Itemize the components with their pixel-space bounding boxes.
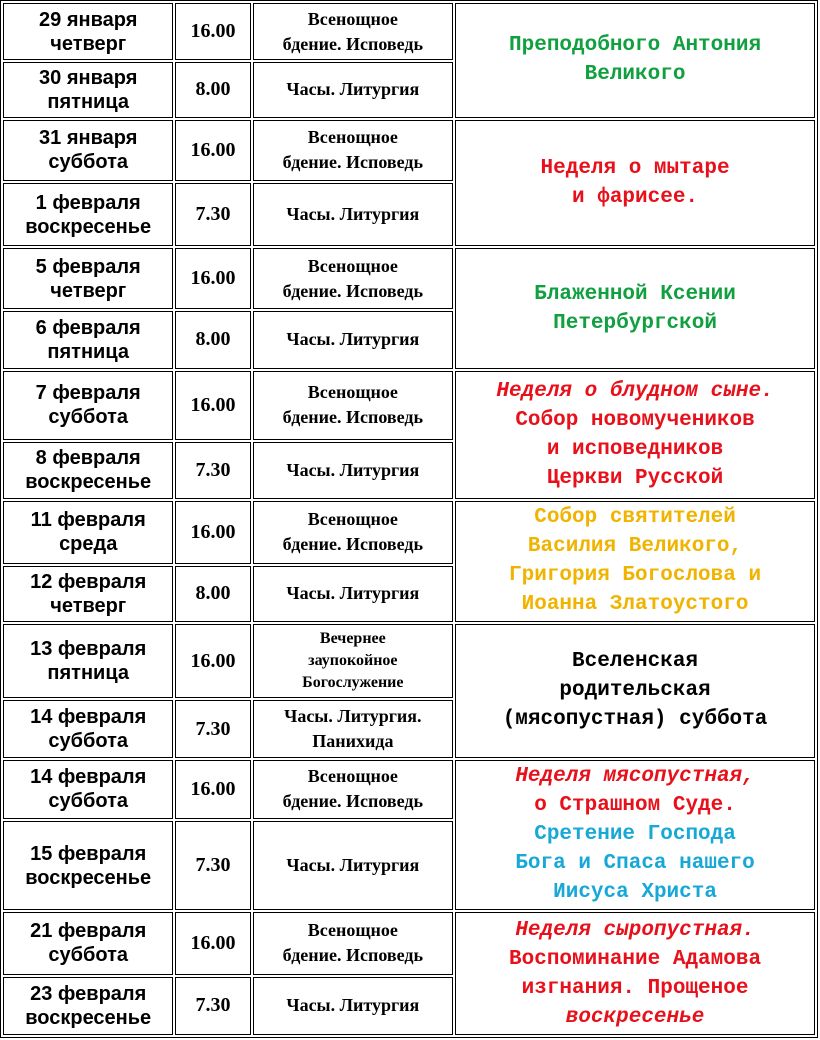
service-line: Всенощное xyxy=(307,509,398,530)
weekday-text: суббота xyxy=(48,406,128,429)
time-cell: 7.30 xyxy=(175,700,250,757)
feast-line: Петербургской xyxy=(553,311,717,335)
feast-line: и исповедников xyxy=(546,438,724,462)
weekday-text: пятница xyxy=(47,662,129,685)
feast-line: Иоанна Златоустого xyxy=(521,593,749,617)
feast-cell xyxy=(455,912,815,1035)
service-line: Всенощное xyxy=(307,382,398,403)
weekday-text: суббота xyxy=(48,944,128,967)
service-cell xyxy=(253,821,453,910)
schedule-row xyxy=(3,760,815,819)
time-cell: 7.30 xyxy=(175,442,250,499)
service-line: Богослужение xyxy=(302,674,404,692)
weekday-text: воскресенье xyxy=(25,866,152,889)
service-cell xyxy=(253,183,453,246)
feast-line: Неделя о мытаре xyxy=(540,157,730,180)
time-cell: 16.00 xyxy=(175,248,250,308)
service-cell xyxy=(253,62,453,117)
time-cell: 7.30 xyxy=(175,977,250,1035)
feast-line: Великого xyxy=(584,63,686,87)
service-line: Всенощное xyxy=(307,766,398,787)
time-cell: 16.00 xyxy=(175,120,250,181)
date-cell xyxy=(3,120,173,181)
date-cell xyxy=(3,442,173,499)
feast-line: Григория Богослова и xyxy=(509,564,762,588)
date-cell xyxy=(3,62,173,117)
weekday-text: воскресенье xyxy=(25,471,152,494)
feast-line: Неделя мясопустная, xyxy=(515,765,755,789)
feast-cell xyxy=(455,501,815,622)
service-line: бдение. Исповедь xyxy=(282,407,424,428)
service-line: заупокойное xyxy=(308,652,398,670)
feast-line: Неделя сыропустная. xyxy=(515,918,755,942)
service-line: Часы. Литургия xyxy=(286,329,420,350)
service-line: бдение. Исповедь xyxy=(282,791,424,812)
time-cell: 8.00 xyxy=(175,62,250,117)
service-line: бдение. Исповедь xyxy=(282,33,424,54)
weekday-text: суббота xyxy=(48,790,128,813)
feast-line: Неделя о блудном сыне. xyxy=(496,380,774,404)
date-cell xyxy=(3,624,173,699)
schedule-row xyxy=(3,371,815,440)
feast-line: Вселенская xyxy=(572,650,699,674)
feast-cell xyxy=(455,371,815,499)
date-text: 14 февраля xyxy=(30,766,147,789)
feast-line: воскресенье xyxy=(565,1005,705,1029)
service-line: Часы. Литургия. xyxy=(284,706,422,727)
feast-line: Собор новомучеников xyxy=(515,409,755,433)
time-cell: 8.00 xyxy=(175,311,250,369)
date-cell xyxy=(3,248,173,308)
feast-line: Сретение Господа xyxy=(534,823,736,847)
date-text: 29 января xyxy=(39,8,138,31)
service-line: Часы. Литургия xyxy=(286,459,420,480)
feast-line: (мясопустная) суббота xyxy=(502,708,768,732)
feast-line: родительская xyxy=(559,679,711,703)
date-text: 13 февраля xyxy=(30,638,147,661)
date-text: 31 января xyxy=(39,127,138,150)
service-line: Всенощное xyxy=(307,920,398,941)
time-cell: 16.00 xyxy=(175,760,250,819)
weekday-text: четверг xyxy=(50,279,127,302)
date-text: 7 февраля xyxy=(35,382,141,405)
weekday-text: четверг xyxy=(50,32,127,55)
service-line: Часы. Литургия xyxy=(286,79,420,100)
date-text: 1 февраля xyxy=(35,191,141,214)
feast-cell xyxy=(455,248,815,369)
feast-line: и фарисее. xyxy=(572,186,699,209)
time-cell: 16.00 xyxy=(175,912,250,974)
feast-line: о Страшном Суде. xyxy=(534,794,736,818)
feast-cell xyxy=(455,624,815,758)
feast-line: Воспоминание Адамова xyxy=(509,947,762,971)
weekday-text: воскресенье xyxy=(25,1006,152,1029)
date-text: 12 февраля xyxy=(30,570,147,593)
service-cell xyxy=(253,248,453,308)
service-line: бдение. Исповедь xyxy=(282,152,424,173)
schedule-row xyxy=(3,248,815,308)
time-cell: 8.00 xyxy=(175,566,250,622)
service-line: Часы. Литургия xyxy=(286,204,420,225)
schedule-row xyxy=(3,912,815,974)
weekday-text: среда xyxy=(59,533,118,556)
schedule-row xyxy=(3,501,815,564)
date-cell xyxy=(3,566,173,622)
schedule-row xyxy=(3,624,815,699)
service-line: Всенощное xyxy=(307,8,398,29)
service-line: бдение. Исповедь xyxy=(282,534,424,555)
service-cell xyxy=(253,977,453,1035)
service-cell xyxy=(253,311,453,369)
date-text: 15 февраля xyxy=(30,842,147,865)
service-line: Часы. Литургия xyxy=(286,583,420,604)
date-cell xyxy=(3,700,173,757)
service-cell xyxy=(253,371,453,440)
service-line: Панихида xyxy=(312,731,394,752)
service-line: бдение. Исповедь xyxy=(282,280,424,301)
service-cell xyxy=(253,442,453,499)
date-text: 11 февраля xyxy=(30,509,146,532)
service-cell xyxy=(253,912,453,974)
schedule-body xyxy=(3,3,815,1035)
date-text: 21 февраля xyxy=(30,920,147,943)
feast-cell xyxy=(455,3,815,118)
date-text: 14 февраля xyxy=(30,706,147,729)
time-cell: 7.30 xyxy=(175,821,250,910)
date-text: 8 февраля xyxy=(35,447,141,470)
time-cell: 16.00 xyxy=(175,624,250,699)
schedule-row xyxy=(3,3,815,60)
weekday-text: воскресенье xyxy=(25,215,152,238)
service-line: Часы. Литургия xyxy=(286,855,420,875)
date-cell xyxy=(3,821,173,910)
date-cell xyxy=(3,183,173,246)
date-cell xyxy=(3,912,173,974)
service-cell xyxy=(253,501,453,564)
weekday-text: пятница xyxy=(47,90,129,113)
weekday-text: суббота xyxy=(48,730,128,753)
service-cell xyxy=(253,700,453,757)
date-cell xyxy=(3,311,173,369)
service-line: Всенощное xyxy=(307,127,398,148)
date-text: 23 февраля xyxy=(30,982,147,1005)
date-cell xyxy=(3,371,173,440)
feast-line: Бога и Спаса нашего xyxy=(515,852,755,876)
feast-line: Василия Великого, xyxy=(527,535,743,559)
weekday-text: суббота xyxy=(48,151,128,174)
service-line: Всенощное xyxy=(307,255,398,276)
service-cell xyxy=(253,120,453,181)
feast-line: Иисуса Христа xyxy=(553,881,717,905)
weekday-text: четверг xyxy=(50,594,127,617)
service-cell xyxy=(253,3,453,60)
date-cell xyxy=(3,977,173,1035)
date-text: 5 февраля xyxy=(35,255,141,278)
weekday-text: пятница xyxy=(47,340,129,363)
feast-line: изгнания. Прощеное xyxy=(521,976,749,1000)
service-cell xyxy=(253,624,453,699)
service-cell xyxy=(253,760,453,819)
schedule-row xyxy=(3,120,815,181)
feast-cell xyxy=(455,120,815,247)
time-cell: 7.30 xyxy=(175,183,250,246)
date-cell xyxy=(3,760,173,819)
date-cell xyxy=(3,3,173,60)
service-line: бдение. Исповедь xyxy=(282,945,424,966)
feast-line: Собор святителей xyxy=(534,506,736,530)
feast-line: Блаженной Ксении xyxy=(534,282,736,306)
time-cell: 16.00 xyxy=(175,371,250,440)
date-text: 30 января xyxy=(39,66,138,89)
feast-line: Преподобного Антония xyxy=(509,34,762,58)
service-line: Вечернее xyxy=(319,630,386,648)
feast-line: Церкви Русской xyxy=(546,467,724,491)
time-cell: 16.00 xyxy=(175,3,250,60)
date-text: 6 февраля xyxy=(35,316,141,339)
service-cell xyxy=(253,566,453,622)
feast-cell xyxy=(455,760,815,910)
service-line: Часы. Литургия xyxy=(286,995,420,1016)
time-cell: 16.00 xyxy=(175,501,250,564)
date-cell xyxy=(3,501,173,564)
